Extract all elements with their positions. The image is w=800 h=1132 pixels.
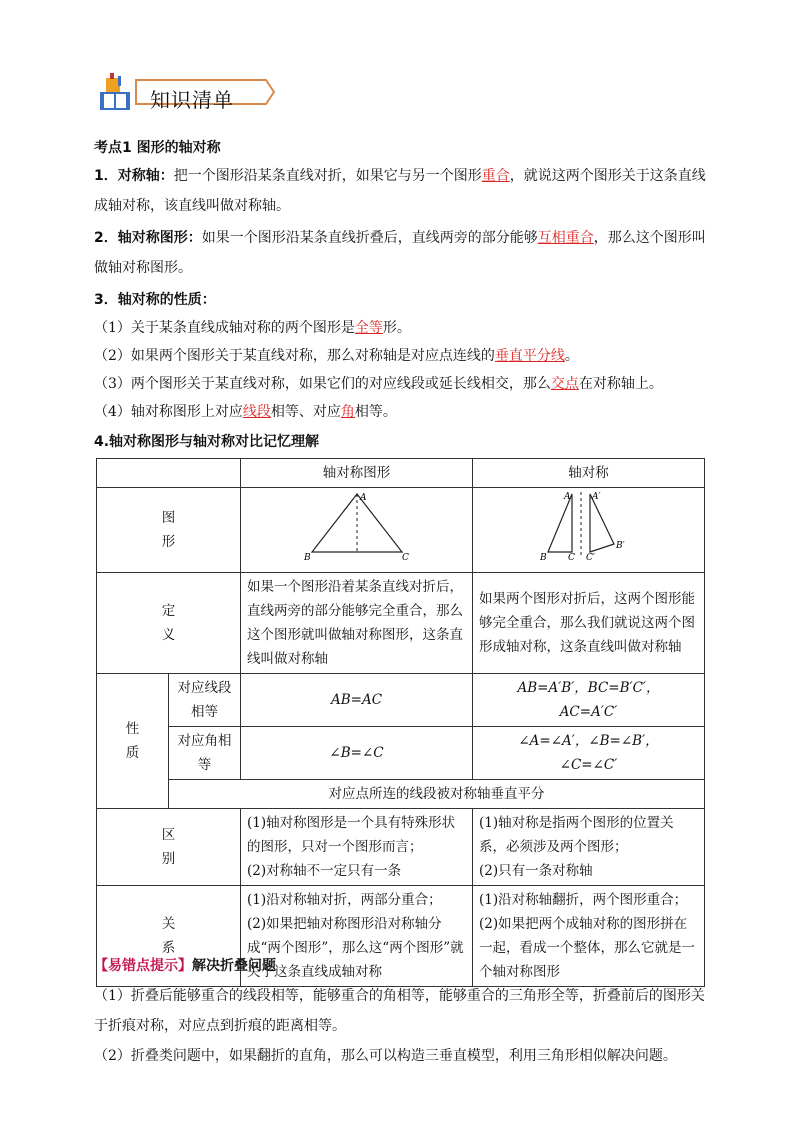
sub-row-label: 对应角相等 xyxy=(169,727,241,780)
row-label: 图 形 xyxy=(97,488,241,573)
highlight-term: 线段 xyxy=(242,404,271,420)
paragraph-axis xyxy=(94,166,714,186)
column-header: 轴对称 xyxy=(473,459,705,488)
figure-cell xyxy=(241,488,473,573)
table-row xyxy=(97,573,705,674)
formula-line: ∠A=∠A′，∠B=∠B′， xyxy=(518,733,659,749)
section-heading: 考点1 图形的轴对称 xyxy=(94,140,221,156)
text: 形。 xyxy=(382,320,411,336)
highlight-term: 全等 xyxy=(354,320,383,336)
point-label: C xyxy=(567,553,575,562)
row-label: 性 质 xyxy=(97,674,169,809)
point-label: B xyxy=(539,553,547,562)
text: 相等。 xyxy=(354,404,397,420)
comparison-table xyxy=(96,458,705,987)
table-row xyxy=(97,727,705,780)
property-item xyxy=(94,402,714,422)
comparison-heading: 4.轴对称图形与轴对称对比记忆理解 xyxy=(94,434,320,450)
formula-line: ∠C=∠C′ xyxy=(559,757,618,773)
isosceles-triangle-figure xyxy=(302,490,412,562)
tip-line: （1）折叠后能够重合的线段相等，能够重合的角相等，能够重合的三角形全等，折叠前后的图形关 xyxy=(94,988,705,1004)
table-row xyxy=(97,809,705,886)
text: ，那么这个图形叫 xyxy=(593,230,706,246)
property-item xyxy=(94,318,714,338)
text: （3）两个图形关于某直线对称，如果它们的对应线段或延长线相交，那么 xyxy=(94,376,551,392)
paragraph-axisym-figure xyxy=(94,228,714,248)
tip-tag: 【易错点提示】 xyxy=(94,958,192,974)
book-icon xyxy=(100,73,130,110)
row-label: 定 义 xyxy=(97,573,241,674)
text: 。 xyxy=(564,348,579,364)
point-label: A xyxy=(563,492,570,502)
point-label: A xyxy=(359,493,366,503)
table-row xyxy=(97,674,705,727)
definition-cell: 如果两个图形对折后，这两个图形能够完全重合，那么我们就说这两个图形成轴对称，这条直线叫做对称轴 xyxy=(473,573,705,674)
highlight-term: 垂直平分线 xyxy=(494,348,565,364)
definition-cell: 如果一个图形沿着某条直线对折后，直线两旁的部分能够完全重合，那么这个图形就叫做轴对称图形，这条直线叫做对称轴 xyxy=(241,573,473,674)
page-title: 知识清单 xyxy=(150,88,234,112)
mirrored-triangles-figure xyxy=(534,490,644,562)
relation-cell: (1)沿对称轴对折，两部分重合； (2)如果把轴对称图形沿对称轴分成“两个图形”，那么这“两个图形”就关于这条直线成轴对称 xyxy=(241,886,473,987)
tip-title: 解决折叠问题 xyxy=(192,958,276,974)
row-label: 区 别 xyxy=(97,809,241,886)
paragraph-axis-cont: 成轴对称，该直线叫做对称轴。 xyxy=(94,198,290,214)
highlight-term: 重合 xyxy=(481,168,510,184)
table-row xyxy=(97,780,705,809)
row-label: 关 系 xyxy=(97,886,241,987)
text: （4）轴对称图形上对应 xyxy=(94,404,243,420)
column-header: 轴对称图形 xyxy=(241,459,473,488)
property-item xyxy=(94,346,714,366)
property-item xyxy=(94,374,714,394)
formula-cell xyxy=(473,727,705,780)
formula-line: AB=A′B′，BC=B′C′， xyxy=(517,680,660,696)
difference-cell: (1)轴对称图形是一个具有特殊形状的图形，只对一个图形而言； (2)对称轴不一定只有一条 xyxy=(241,809,473,886)
point-label: C xyxy=(401,553,409,562)
text: ，就说这两个图形关于这条直线 xyxy=(509,168,706,184)
figure-cell xyxy=(473,488,705,573)
formula-cell: AB=AC xyxy=(241,674,473,727)
sub-row-label: 对应线段相等 xyxy=(169,674,241,727)
term-label: 1．对称轴： xyxy=(94,168,174,184)
tip-line: （2）折叠类问题中，如果翻折的直角，那么可以构造三垂直模型，利用三角形相似解决问题。 xyxy=(94,1048,677,1064)
shared-property-cell: 对应点所连的线段被对称轴垂直平分 xyxy=(169,780,705,809)
text: 如果一个图形沿某条直线折叠后，直线两旁的部分能够 xyxy=(201,230,538,246)
tip-heading xyxy=(94,956,714,976)
text: 相等、对应 xyxy=(270,404,341,420)
point-label: B′ xyxy=(615,541,625,551)
point-label: A′ xyxy=(591,492,601,502)
point-label: B xyxy=(303,553,311,562)
formula-line: AC=A′C′ xyxy=(559,704,618,720)
highlight-term: 互相重合 xyxy=(537,230,594,246)
property-heading: 3．轴对称的性质： xyxy=(94,292,216,308)
highlight-term: 交点 xyxy=(550,376,579,392)
table-header-row xyxy=(97,459,705,488)
text: 在对称轴上。 xyxy=(578,376,663,392)
term-label: 2．轴对称图形： xyxy=(94,230,202,246)
paragraph-axisym-figure-cont: 做轴对称图形。 xyxy=(94,260,192,276)
formula-cell xyxy=(473,674,705,727)
difference-cell: (1)轴对称是指两个图形的位置关系，必须涉及两个图形； (2)只有一条对称轴 xyxy=(473,809,705,886)
text: （1）关于某条直线成轴对称的两个图形是 xyxy=(94,320,355,336)
text: （2）如果两个图形关于某直线对称，那么对称轴是对应点连线的 xyxy=(94,348,495,364)
formula-cell: ∠B=∠C xyxy=(241,727,473,780)
highlight-term: 角 xyxy=(340,404,355,420)
tip-line: 于折痕对称，对应点到折痕的距离相等。 xyxy=(94,1018,346,1034)
point-label: C′ xyxy=(585,553,595,562)
relation-cell: (1)沿对称轴翻折，两个图形重合；(2)如果把两个成轴对称的图形拼在一起，看成一个整体，那么它就是一个轴对称图形 xyxy=(473,886,705,987)
table-row xyxy=(97,488,705,573)
text: 把一个图形沿某条直线对折，如果它与另一个图形 xyxy=(173,168,482,184)
